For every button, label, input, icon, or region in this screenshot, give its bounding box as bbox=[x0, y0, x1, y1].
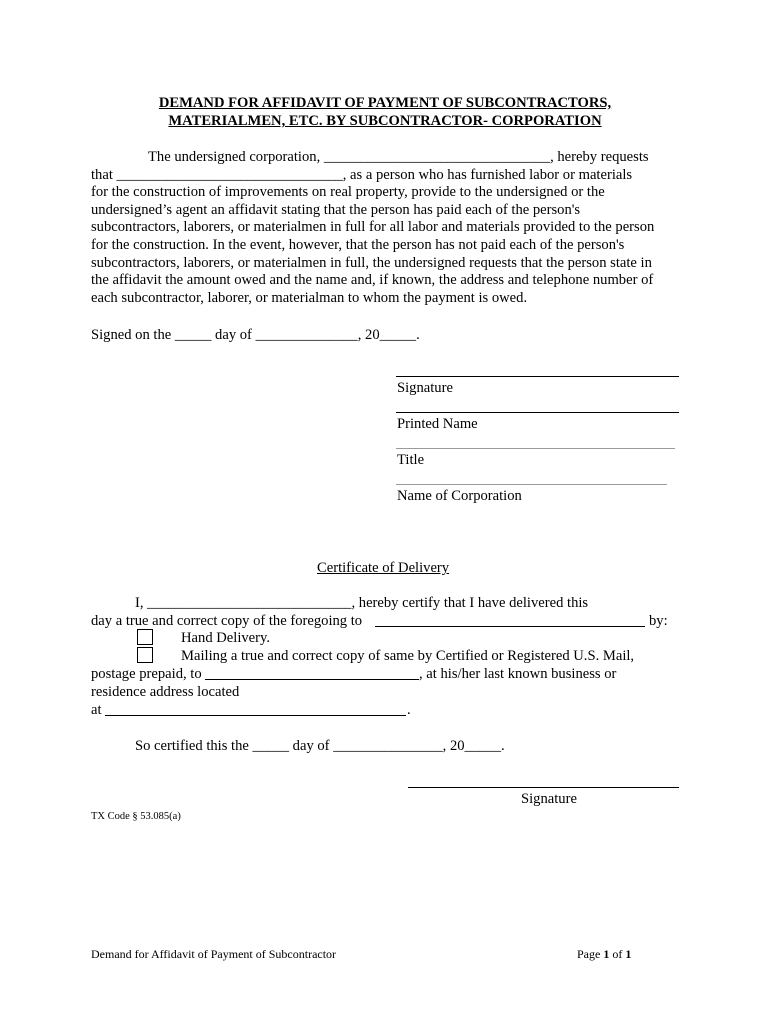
title-line[interactable] bbox=[396, 448, 675, 449]
mail-delivery-checkbox[interactable] bbox=[137, 647, 153, 663]
last-known-business-text: , at his/her last known business or bbox=[419, 666, 617, 682]
tx-code-reference: TX Code § 53.085(a) bbox=[91, 811, 181, 822]
certificate-signature-label: Signature bbox=[521, 791, 577, 807]
certify-line: I, ____________________________, hereby certify that I have delivered this bbox=[135, 595, 589, 611]
paragraph-line: that _______________________________, as a person who has furnished labor or materials bbox=[91, 166, 633, 183]
corporation-line[interactable] bbox=[396, 484, 667, 485]
printed-name-label: Printed Name bbox=[397, 416, 478, 432]
footer-page-number bbox=[577, 946, 631, 964]
signed-on-line: Signed on the _____ day of ______________, 20_____. bbox=[91, 327, 420, 343]
name-of-corporation-label: Name of Corporation bbox=[397, 488, 522, 504]
paragraph-line: subcontractors, laborers, or materialmen in full for all labor and materials provided to the person bbox=[91, 219, 655, 236]
recipient-line[interactable] bbox=[375, 626, 645, 627]
paragraph-line: undersigned’s agent an affidavit stating that the person has paid each of the person's bbox=[91, 201, 581, 218]
so-certified-line: So certified this the _____ day of _______________, 20_____. bbox=[135, 738, 505, 754]
paragraph-line: for the construction of improvements on real property, provide to the undersigned or the bbox=[91, 184, 605, 201]
paragraph-line: The undersigned corporation, _______________________________, hereby requests bbox=[148, 149, 649, 165]
mail-delivery-label: Mailing a true and correct copy of same by Certified or Registered U.S. Mail, bbox=[181, 648, 635, 664]
title-label: Title bbox=[397, 452, 425, 468]
current-page: 1 bbox=[603, 947, 610, 961]
paragraph-line: subcontractors, laborers, or materialmen in full, the undersigned requests that the person state in bbox=[91, 254, 652, 271]
printed-name-line[interactable] bbox=[396, 412, 679, 413]
hand-delivery-checkbox[interactable] bbox=[137, 629, 153, 645]
document-title-line-1: DEMAND FOR AFFIDAVIT OF PAYMENT OF SUBCONTRACTORS, bbox=[158, 95, 612, 111]
of-label: of bbox=[612, 947, 623, 961]
request-paragraph bbox=[91, 149, 691, 307]
delivered-to-text: day a true and correct copy of the foregoing to bbox=[91, 613, 363, 629]
document-title-line-2: MATERIALMEN, ETC. BY SUBCONTRACTOR- CORPORATION bbox=[168, 113, 602, 129]
hand-delivery-label: Hand Delivery. bbox=[181, 630, 271, 646]
footer-document-name: Demand for Affidavit of Payment of Subcontractor bbox=[91, 947, 337, 961]
signature-line[interactable] bbox=[396, 376, 679, 377]
paragraph-line: the affidavit the amount owed and the name and, if known, the address and telephone number of bbox=[91, 272, 654, 289]
address-line[interactable] bbox=[105, 715, 406, 716]
total-pages: 1 bbox=[625, 947, 632, 961]
page-label: Page bbox=[577, 947, 601, 961]
by-text: by: bbox=[649, 613, 668, 629]
certificate-signature-line[interactable] bbox=[408, 787, 679, 788]
mail-recipient-line[interactable] bbox=[205, 679, 419, 680]
paragraph-line: for the construction. In the event, however, that the person has not paid each of the person's bbox=[91, 236, 625, 253]
at-text: at bbox=[91, 702, 102, 718]
postage-prepaid-text: postage prepaid, to bbox=[91, 666, 202, 682]
address-period: . bbox=[407, 702, 411, 718]
paragraph-line: each subcontractor, laborer, or materialman to whom the payment is owed. bbox=[91, 289, 528, 306]
signature-label: Signature bbox=[397, 380, 453, 396]
certificate-heading: Certificate of Delivery bbox=[317, 560, 450, 576]
residence-text: residence address located bbox=[91, 684, 240, 700]
